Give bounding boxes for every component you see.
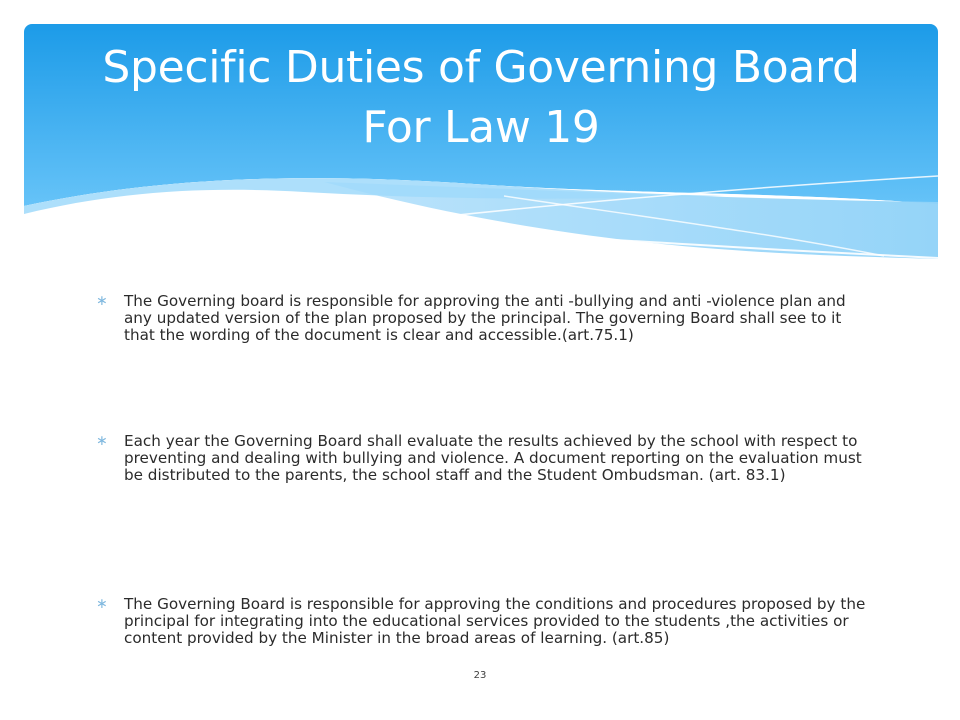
bullet-icon: ∗ — [96, 293, 108, 309]
bullet-item-2 — [96, 433, 866, 484]
bullet-item-1 — [96, 293, 866, 344]
bullet-text-2: Each year the Governing Board shall evaluate the results achieved by the school with respect to preventing and dealing with bullying and violence. A document reporting on the evaluation must be distributed to the parents, the school staff and the Student Ombudsman. (art. 83.1) — [124, 432, 862, 484]
page-number: 23 — [473, 670, 487, 681]
bullet-text-1: The Governing board is responsible for approving the anti -bullying and anti -violence plan and any updated version of the plan proposed by the principal. The governing Board shall see to it that the wording of the document is clear and accessible.(art.75.1) — [124, 292, 846, 344]
bullet-icon: ∗ — [96, 433, 108, 449]
bullet-icon: ∗ — [96, 596, 108, 612]
bullet-text-3: The Governing Board is responsible for approving the conditions and procedures proposed by the principal for integrating into the educational services provided to the students ,the activities or content provided by the Minister in the broad areas of learning. (art.85) — [124, 595, 866, 647]
slide-title — [24, 38, 938, 158]
bullet-item-3 — [96, 596, 866, 647]
slide-title-line-1: Specific Duties of Governing Board — [102, 42, 860, 93]
slide-title-line-2: For Law 19 — [362, 102, 600, 153]
